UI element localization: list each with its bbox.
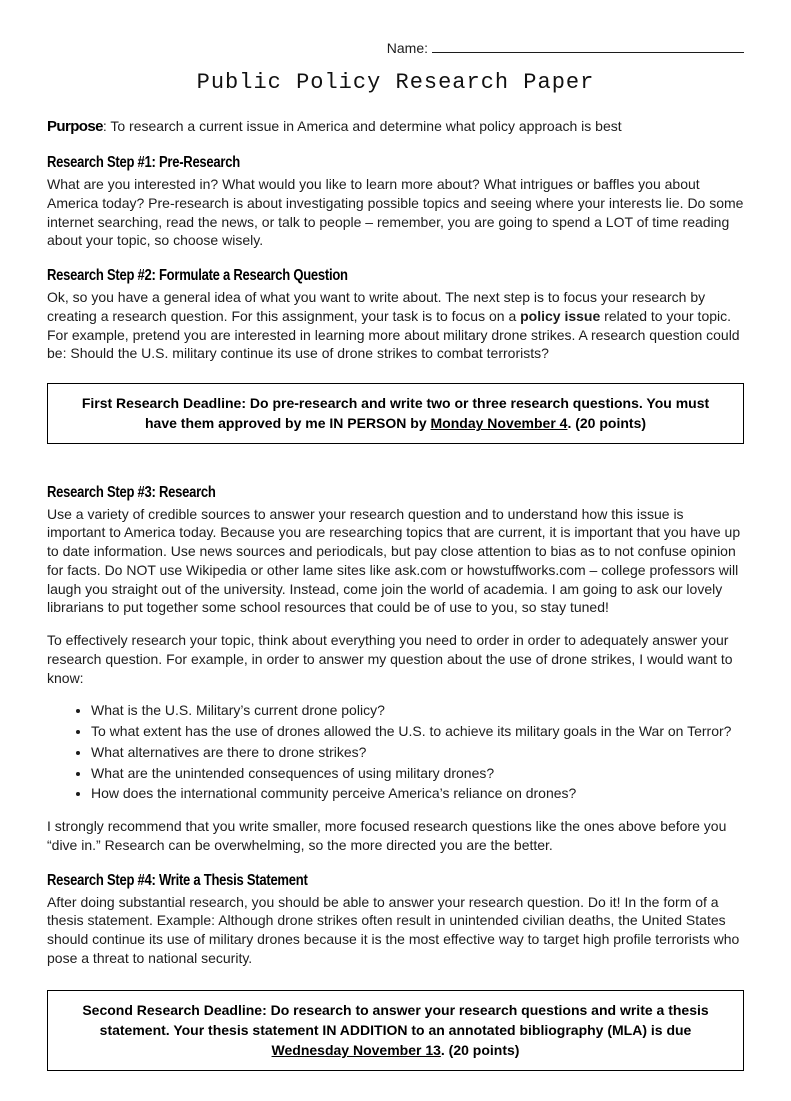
step2-body-before: Ok, so you have a general idea of what you want to write about. The next step is to focus your research by creating a research question. For this assignment, your task is to focus on a: [47, 289, 706, 324]
first-deadline-points: . (20 points): [567, 415, 647, 432]
step2-bold-phrase: policy issue: [520, 307, 601, 324]
first-deadline-date: Monday November 4: [430, 415, 568, 432]
first-deadline-text: First Research Deadline: Do pre-research and write two or three research questions. You must have them approved by me IN PERSON by: [81, 395, 710, 432]
step4-heading: Research Step #4: Write a Thesis Statement: [47, 871, 308, 889]
research-question-item: • How does the international community perceive America’s reliance on drones?: [91, 784, 744, 803]
step3-paragraph3: I strongly recommend that you write smaller, more focused research questions like the ones above before you “dive in.” Research can be overwhelming, so the more directed you are the better.: [47, 818, 727, 853]
purpose-line: [47, 117, 744, 137]
research-question-item: • To what extent has the use of drones allowed the U.S. to achieve its military goals in the War on Terror?: [91, 722, 744, 741]
second-deadline-points: . (20 points): [440, 1042, 520, 1059]
step1-body: What are you interested in? What would you like to learn more about? What intrigues or baffles you about America today? Pre-research is about investigating possible topics and seeing where your interests lie. Do some internet searching, read the news, or talk to people – remember, you are going to spend a LOT of time reading about your topic, so choose wisely.: [47, 176, 744, 249]
step1-heading: Research Step #1: Pre-Research: [47, 154, 240, 172]
purpose-text: : To research a current issue in America and determine what policy approach is best: [102, 118, 622, 134]
name-row: [47, 40, 744, 56]
step4-body: After doing substantial research, you should be able to answer your research question. Do it! In the form of a thesis statement. Example: Although drone strikes often result in unintended civilian deaths, the United States should continue its use of military drones because it is the most effective way to target high profile terrorists who pose a threat to national security.: [47, 893, 740, 966]
name-label: Name:: [386, 40, 428, 56]
research-question-item: • What is the U.S. Military’s current drone policy?: [91, 701, 744, 720]
name-blank-line: [432, 40, 744, 53]
research-question-item: • What alternatives are there to drone strikes?: [91, 743, 744, 762]
step2-heading: Research Step #2: Formulate a Research Question: [47, 267, 348, 285]
document-title: Public Policy Research Paper: [196, 70, 595, 95]
step3-paragraph2: To effectively research your topic, think about everything you need to order in order to adequately answer your research question. For example, in order to answer my question about the use of drone strikes, I would want to know:: [47, 632, 733, 686]
second-deadline-text: Second Research Deadline: Do research to answer your research questions and write a thesis statement. Your thesis statement IN ADDITION to an annotated bibliography (MLA) is due: [82, 1001, 709, 1038]
step3-paragraph1: Use a variety of credible sources to answer your research question and to understand how this issue is important to America today. Because you are researching topics that are current, it is important that you have up to date information. Use news sources and periodicals, but pay close attention to bias as to not confuse opinion for facts. Do NOT use Wikipedia or other lame sites like ask.com or howstuffworks.com – college professors will laugh you straight out of the university. Instead, come join the world of academia. I am going to ask our lovely librarians to put together some school resources that could be of use to you, so stay tuned!: [47, 505, 741, 616]
step2-body-after: related to your topic. For example, pretend you are interested in learning more about military drone strikes. A research question could be: Should the U.S. military continue its use of drone strikes to combat terrorists?: [47, 307, 740, 362]
first-deadline-box: [47, 383, 744, 444]
research-questions-list: [91, 701, 744, 803]
second-deadline-date: Wednesday November 13: [271, 1042, 441, 1059]
research-question-item: • What are the unintended consequences of using military drones?: [91, 764, 744, 783]
second-deadline-box: [47, 990, 744, 1071]
step2-body: [47, 288, 744, 363]
step3-heading: Research Step #3: Research: [47, 483, 216, 501]
purpose-label: Purpose: [47, 118, 103, 135]
